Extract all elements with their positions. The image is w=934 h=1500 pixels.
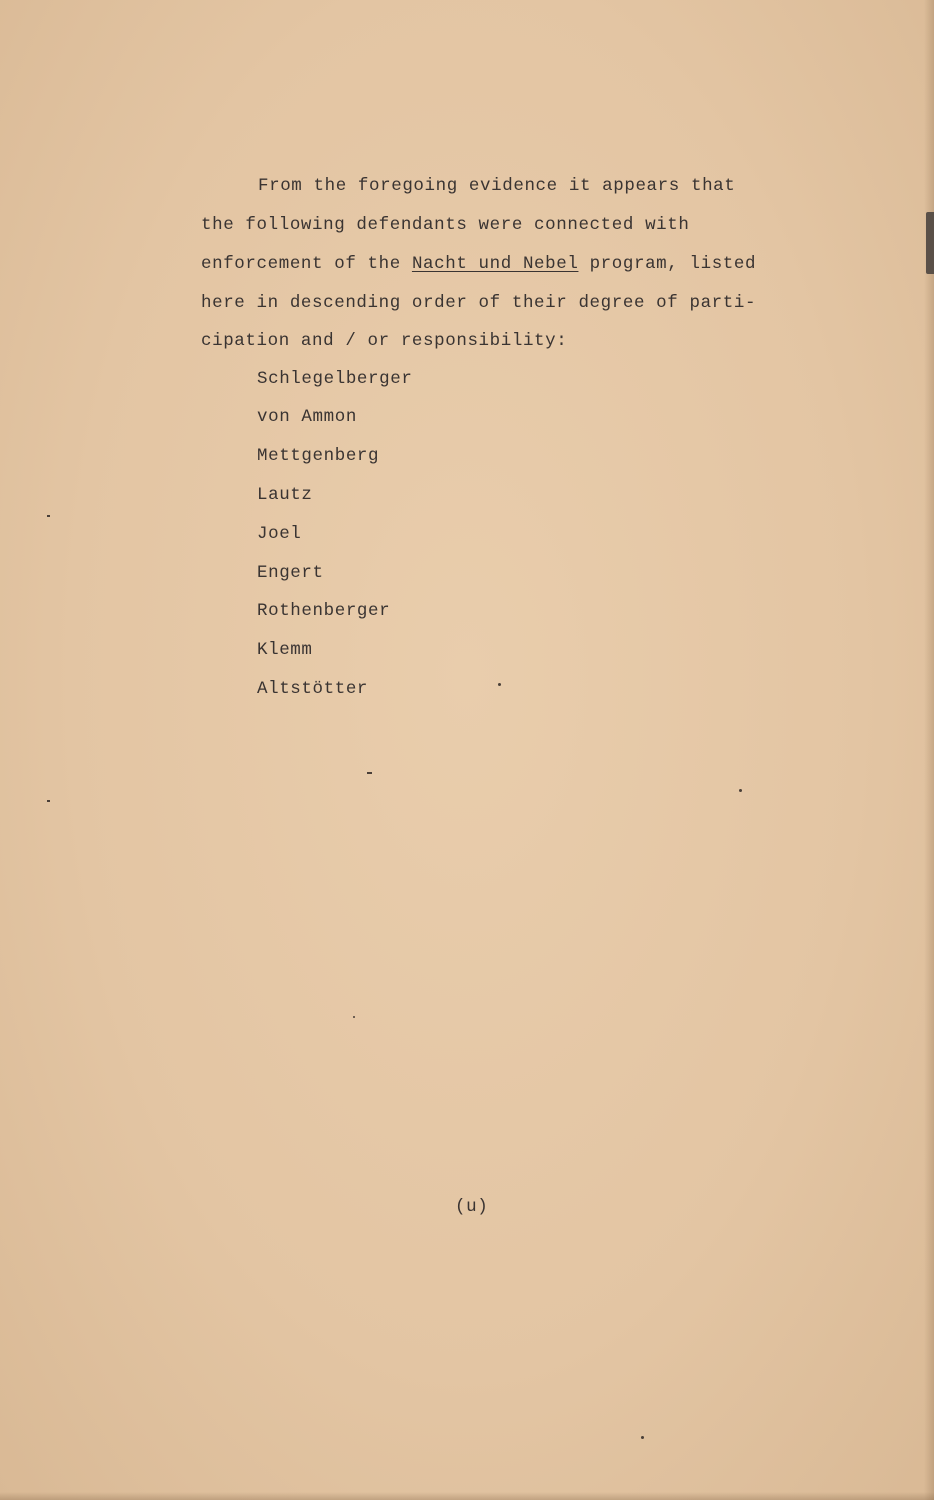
defendant-item: von Ammon [257,407,357,427]
paper-speck [641,1436,644,1439]
paper-speck [367,772,372,774]
paragraph-line-1: From the foregoing evidence it appears that [258,176,736,196]
paragraph-line-4: here in descending order of their degree of parti- [201,293,757,313]
defendant-item: Mettgenberg [257,446,380,466]
paragraph-line-3-start: enforcement of the [201,254,412,274]
defendant-item: Lautz [257,485,313,505]
paper-edge-bottom [0,1492,934,1500]
paragraph-line-2: the following defendants were connected with [201,215,690,235]
defendant-item: Schlegelberger [257,369,413,389]
defendant-item: Engert [257,563,324,583]
defendant-item: Altstötter [257,679,369,699]
paragraph-line-5: cipation and / or responsibility: [201,331,568,351]
paper-speck [498,683,501,686]
nacht-und-nebel-term: Nacht und Nebel [411,254,579,274]
paper-speck [739,789,742,792]
paragraph-line-3 [201,253,756,275]
defendant-item: Klemm [257,640,313,660]
paper-speck [353,1016,355,1018]
binder-tab-mark [926,212,934,274]
paragraph-line-3-end: program, listed [578,254,757,274]
paper-speck [47,515,50,517]
defendant-item: Rothenberger [257,601,391,621]
page-marker: (u) [455,1197,489,1217]
paper-speck [47,800,50,802]
defendant-item: Joel [257,524,302,544]
